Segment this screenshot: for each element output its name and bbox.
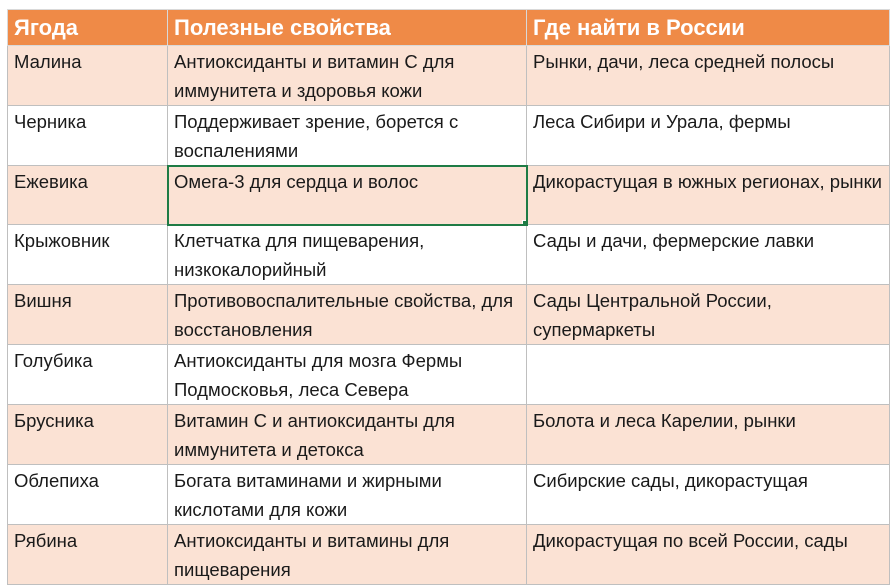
cell-where[interactable]: Дикорастущая в южных регионах, рынки <box>527 166 890 225</box>
cell-where[interactable]: Дикорастущая по всей России, сады <box>527 525 890 585</box>
cell-berry[interactable]: Вишня <box>8 285 168 345</box>
cell-benefits[interactable]: Антиоксиданты и витамин С для иммунитета и здоровья кожи <box>168 46 527 106</box>
table-row <box>8 46 890 106</box>
cell-where[interactable]: Сибирские сады, дикорастущая <box>527 465 890 525</box>
cell-where[interactable]: Леса Сибири и Урала, фермы <box>527 106 890 166</box>
table-row <box>8 465 890 525</box>
cell-where[interactable]: Сады Центральной России, супермаркеты <box>527 285 890 345</box>
cell-benefits[interactable]: Антиоксиданты и витамины для пищеварения <box>168 525 527 585</box>
cell-berry[interactable]: Малина <box>8 46 168 106</box>
cell-berry[interactable]: Крыжовник <box>8 225 168 285</box>
cell-berry[interactable]: Ежевика <box>8 166 168 225</box>
header-cell-berry[interactable]: Ягода <box>8 10 168 46</box>
cell-where[interactable]: Рынки, дачи, леса средней полосы <box>527 46 890 106</box>
cell-berry[interactable]: Облепиха <box>8 465 168 525</box>
cell-where[interactable] <box>527 345 890 405</box>
table-row <box>8 285 890 345</box>
table-row <box>8 166 890 225</box>
cell-where[interactable]: Сады и дачи, фермерские лавки <box>527 225 890 285</box>
cell-benefits[interactable]: Поддерживает зрение, борется с воспалениями <box>168 106 527 166</box>
cell-benefits-selected[interactable]: Омега-3 для сердца и волос <box>168 166 527 225</box>
cell-benefits[interactable]: Клетчатка для пищеварения, низкокалорийный <box>168 225 527 285</box>
cell-berry[interactable]: Голубика <box>8 345 168 405</box>
cell-where[interactable]: Болота и леса Карелии, рынки <box>527 405 890 465</box>
cell-benefits[interactable]: Витамин С и антиоксиданты для иммунитета и детокса <box>168 405 527 465</box>
cell-benefits[interactable]: Богата витаминами и жирными кислотами для кожи <box>168 465 527 525</box>
header-cell-benefits[interactable]: Полезные свойства <box>168 10 527 46</box>
cell-benefits[interactable]: Противовоспалительные свойства, для восстановления <box>168 285 527 345</box>
header-row <box>8 10 890 46</box>
table-row <box>8 225 890 285</box>
table-row <box>8 345 890 405</box>
cell-benefits[interactable]: Антиоксиданты для мозга Фермы Подмосковья, леса Севера <box>168 345 527 405</box>
header-cell-where[interactable]: Где найти в России <box>527 10 890 46</box>
cell-berry[interactable]: Рябина <box>8 525 168 585</box>
cell-berry[interactable]: Брусника <box>8 405 168 465</box>
berry-table <box>7 9 890 585</box>
table-row <box>8 405 890 465</box>
table-row <box>8 106 890 166</box>
cell-berry[interactable]: Черника <box>8 106 168 166</box>
